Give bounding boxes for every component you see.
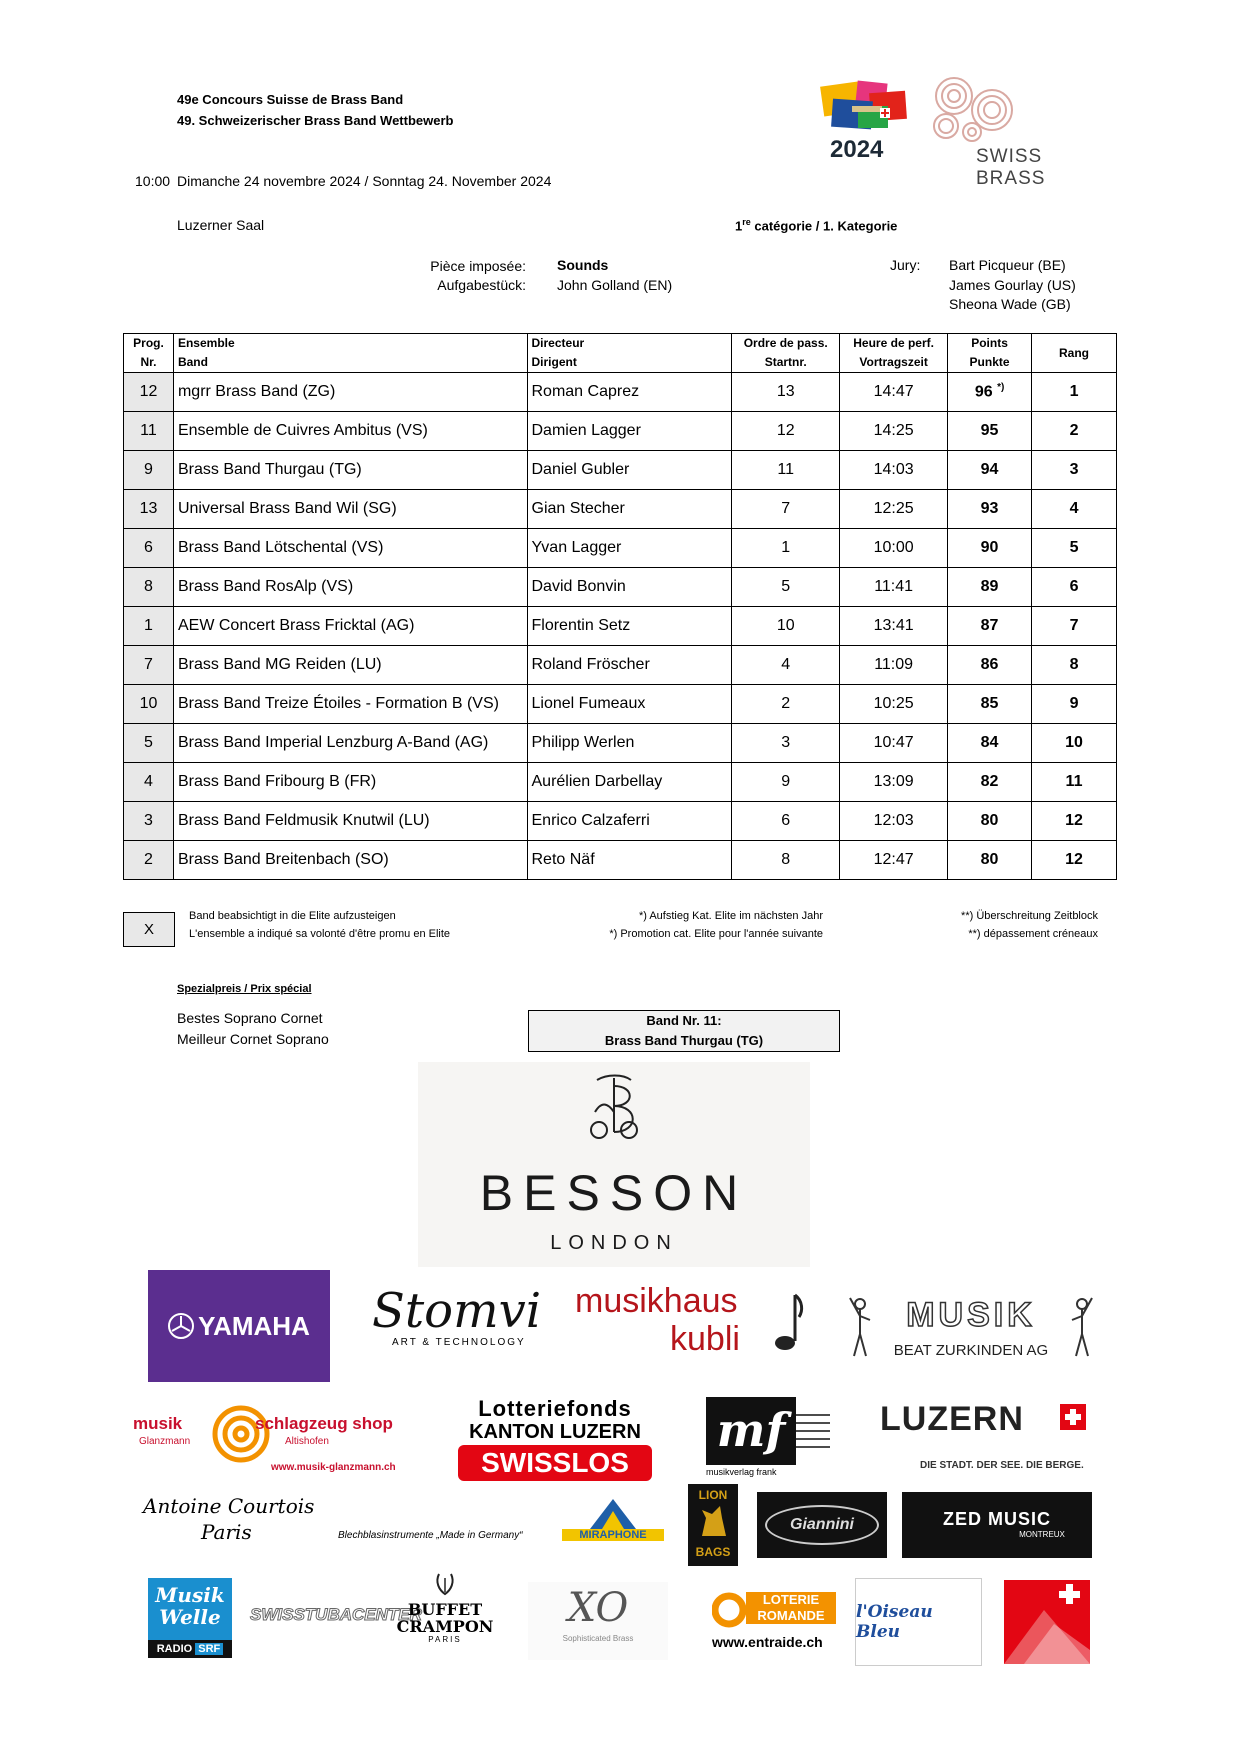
lotterie-line-2: KANTON LUZERN (469, 1421, 641, 1443)
cell-director: Reto Näf (527, 841, 732, 880)
cell-prog: 3 (124, 802, 174, 841)
cell-rank: 11 (1032, 763, 1117, 802)
cell-time: 11:09 (840, 646, 948, 685)
buffet-line-3: PARIS (428, 1635, 462, 1644)
orange-swirl-icon (201, 1402, 281, 1472)
special-award-winner (528, 1010, 840, 1052)
swisslos-wordmark: SWISSLOS (458, 1445, 652, 1481)
cell-rank: 1 (1032, 373, 1117, 412)
stomvi-logo (372, 1285, 542, 1365)
cell-band: Brass Band Imperial Lenzburg A-Band (AG) (173, 724, 527, 763)
results-table (123, 333, 1117, 880)
cell-order: 10 (732, 607, 840, 646)
legend-overtime-fr: **) dépassement créneaux (968, 928, 1098, 940)
cell-points: 84 (948, 724, 1032, 763)
musikwelle-logo (148, 1578, 232, 1658)
cell-order: 13 (732, 373, 840, 412)
header-line-de: 49. Schweizerischer Brass Band Wettbewerb (177, 113, 454, 128)
mf-wordmark: mf (706, 1397, 796, 1465)
swiss-brass-logo (920, 74, 1110, 189)
cell-band: Brass Band Fribourg B (FR) (173, 763, 527, 802)
piece-title: Sounds (557, 257, 609, 273)
kubli-line-1: musikhaus (575, 1282, 738, 1320)
cell-rank: 10 (1032, 724, 1117, 763)
cell-order: 2 (732, 685, 840, 724)
swiss-flag-logo (1004, 1580, 1090, 1664)
cell-prog: 4 (124, 763, 174, 802)
cell-prog: 11 (124, 412, 174, 451)
luzern-sub: DIE STADT. DER SEE. DIE BERGE. (920, 1460, 1084, 1471)
header-time: Heure de perf. Vortragszeit (840, 334, 948, 373)
musik-zurkinden-logo (846, 1290, 1096, 1365)
loterie-line-1: LOTERIE (762, 1592, 820, 1607)
cell-time: 10:00 (840, 529, 948, 568)
cell-order: 4 (732, 646, 840, 685)
lion-line-1: LION (698, 1488, 728, 1502)
glanzmann-name: Glanzmann (139, 1436, 191, 1447)
swiss-brass-label: SWISS BRASS (976, 146, 1046, 189)
buffet-line-2: CRAMPON (396, 1617, 494, 1636)
cell-points: 95 (948, 412, 1032, 451)
legend-elite-fr: L'ensemble a indiqué sa volonté d'être promu en Elite (189, 928, 451, 940)
cell-points: 96 *) (948, 373, 1032, 412)
kubli-line-2: kubli (670, 1320, 740, 1358)
stomvi-wordmark: Stomvi (372, 1283, 542, 1339)
venue: Luzerner Saal (177, 217, 265, 233)
table-row (124, 607, 1117, 646)
table-row (124, 451, 1117, 490)
cell-time: 12:47 (840, 841, 948, 880)
musik-sub: BEAT ZURKINDEN AG (893, 1342, 1049, 1359)
legend-elite-de: Band beabsichtigt in die Elite aufzusteigen (189, 910, 396, 922)
legend-promo-fr: *) Promotion cat. Elite pour l'année suivante (609, 928, 823, 940)
cell-prog: 6 (124, 529, 174, 568)
cell-points: 86 (948, 646, 1032, 685)
cell-director: David Bonvin (527, 568, 732, 607)
lotterie-line-1: Lotteriefonds (478, 1396, 632, 1421)
cell-band: AEW Concert Brass Fricktal (AG) (173, 607, 527, 646)
cell-time: 14:03 (840, 451, 948, 490)
cell-rank: 5 (1032, 529, 1117, 568)
jury-member: Bart Picqueur (BE) (949, 257, 1066, 273)
giannini-logo (757, 1492, 887, 1558)
entraide-url: www.entraide.ch (712, 1634, 823, 1650)
red-swiss-flag-icon (1004, 1580, 1090, 1664)
besson-monogram-icon (583, 1072, 645, 1144)
piece-composer: John Golland (EN) (557, 277, 673, 293)
swisslos-logo (455, 1397, 655, 1482)
cell-points: 80 (948, 802, 1032, 841)
cell-time: 12:03 (840, 802, 948, 841)
cell-prog: 10 (124, 685, 174, 724)
cell-director: Roman Caprez (527, 373, 732, 412)
xo-brass-logo (528, 1582, 668, 1660)
cell-rank: 6 (1032, 568, 1117, 607)
miraphone-wordmark: MIRAPHONE (562, 1529, 664, 1541)
legend-overtime-de: **) Überschreitung Zeitblock (961, 910, 1098, 922)
winner-line-2: Brass Band Thurgau (TG) (604, 1033, 764, 1048)
cell-points: 90 (948, 529, 1032, 568)
radio-label: RADIO (156, 1643, 193, 1655)
header-rank: Rang (1032, 334, 1117, 373)
table-row (124, 685, 1117, 724)
cell-order: 5 (732, 568, 840, 607)
special-award-de: Bestes Soprano Cornet (177, 1010, 323, 1026)
besson-sub: LONDON (550, 1232, 678, 1254)
miraphone-logo (562, 1497, 664, 1557)
xo-sub: Sophisticated Brass (562, 1634, 634, 1643)
cell-order: 7 (732, 490, 840, 529)
trumpeter-left-icon (846, 1290, 874, 1360)
cell-band: Brass Band Feldmusik Knutwil (LU) (173, 802, 527, 841)
trumpeter-right-icon (1068, 1290, 1096, 1360)
cell-prog: 9 (124, 451, 174, 490)
table-row (124, 802, 1117, 841)
cell-director: Lionel Fumeaux (527, 685, 732, 724)
yamaha-tuning-fork-icon (168, 1313, 194, 1339)
cell-time: 13:41 (840, 607, 948, 646)
buffet-line-1: BUFFET (407, 1600, 483, 1619)
year-label: 2024 (830, 136, 884, 163)
buffet-crampon-logo (390, 1572, 500, 1664)
swisstubacenter-logo: SWISSTUBACENTER (250, 1605, 422, 1624)
cell-band: Universal Brass Band Wil (SG) (173, 490, 527, 529)
piece-label-de: Aufgabestück: (437, 277, 526, 293)
table-row (124, 568, 1117, 607)
cell-prog: 2 (124, 841, 174, 880)
cell-director: Roland Fröscher (527, 646, 732, 685)
musikhaus-kubli-logo (575, 1283, 815, 1368)
table-row (124, 841, 1117, 880)
music-note-icon (765, 1291, 805, 1361)
cell-director: Gian Stecher (527, 490, 732, 529)
luzern-wordmark: LUZERN (880, 1400, 1024, 1438)
table-row (124, 763, 1117, 802)
table-row (124, 373, 1117, 412)
jury-label: Jury: (890, 257, 921, 273)
cell-time: 14:25 (840, 412, 948, 451)
lyre-icon (435, 1572, 455, 1596)
cell-order: 6 (732, 802, 840, 841)
cell-prog: 8 (124, 568, 174, 607)
header-band: Ensemble Band (173, 334, 527, 373)
cell-director: Enrico Calzaferri (527, 802, 732, 841)
cell-prog: 5 (124, 724, 174, 763)
courtois-city: Paris (201, 1520, 252, 1544)
cell-points: 85 (948, 685, 1032, 724)
zed-music-logo (902, 1492, 1092, 1558)
piece-label-fr: Pièce imposée: (430, 258, 526, 274)
cell-rank: 4 (1032, 490, 1117, 529)
cell-band: Brass Band Breitenbach (SO) (173, 841, 527, 880)
legend-promo-de: *) Aufstieg Kat. Elite im nächsten Jahr (638, 910, 823, 922)
special-prize-title: Spezialpreis / Prix spécial (177, 983, 312, 995)
cell-director: Aurélien Darbellay (527, 763, 732, 802)
start-time: 10:00 (135, 173, 171, 189)
yamaha-wordmark: YAMAHA (198, 1310, 310, 1341)
table-row (124, 724, 1117, 763)
cell-prog: 13 (124, 490, 174, 529)
cell-time: 11:41 (840, 568, 948, 607)
xo-wordmark: XO (567, 1585, 629, 1631)
jury-member: Sheona Wade (GB) (949, 296, 1071, 312)
besson-wordmark: BESSON (479, 1165, 749, 1221)
winner-line-1: Band Nr. 11: (646, 1013, 722, 1028)
besson-logo (418, 1062, 810, 1267)
cell-director: Damien Lagger (527, 412, 732, 451)
cell-order: 8 (732, 841, 840, 880)
oiseau-wordmark: l'Oiseau Bleu (856, 1602, 933, 1642)
yamaha-logo (148, 1270, 330, 1382)
cell-prog: 12 (124, 373, 174, 412)
promotion-note: *) (997, 382, 1005, 394)
musikwelle-line-2: Welle (159, 1605, 221, 1629)
cell-band: Ensemble de Cuivres Ambitus (VS) (173, 412, 527, 451)
cell-time: 13:09 (840, 763, 948, 802)
cell-time: 10:47 (840, 724, 948, 763)
cell-band: Brass Band MG Reiden (LU) (173, 646, 527, 685)
cell-order: 12 (732, 412, 840, 451)
cell-order: 1 (732, 529, 840, 568)
staff-lines-icon (796, 1411, 830, 1455)
loterie-romande-logo (712, 1592, 837, 1654)
header-line-fr: 49e Concours Suisse de Brass Band (177, 92, 404, 107)
cell-rank: 2 (1032, 412, 1117, 451)
mountain-icon (588, 1497, 638, 1531)
elite-marker-box: X (123, 912, 175, 947)
event-date: Dimanche 24 novembre 2024 / Sonntag 24. November 2024 (177, 173, 552, 189)
glanzmann-shop: schlagzeug shop (255, 1414, 393, 1433)
cell-points: 89 (948, 568, 1032, 607)
musikverlag-frank-logo (706, 1397, 830, 1481)
cell-rank: 12 (1032, 841, 1117, 880)
swiss-cross-icon (1060, 1404, 1086, 1430)
cell-band: Brass Band Lötschental (VS) (173, 529, 527, 568)
cell-order: 3 (732, 724, 840, 763)
jury-member: James Gourlay (US) (949, 277, 1076, 293)
table-row (124, 412, 1117, 451)
cell-rank: 3 (1032, 451, 1117, 490)
glanzmann-url: www.musik-glanzmann.ch (271, 1462, 396, 1473)
giannini-wordmark: Giannini (765, 1505, 879, 1545)
cell-band: Brass Band RosAlp (VS) (173, 568, 527, 607)
zed-wordmark: ZED MUSIC (943, 1509, 1051, 1529)
special-award-fr: Meilleur Cornet Soprano (177, 1031, 329, 1047)
stomvi-sub: ART & TECHNOLOGY (392, 1337, 526, 1348)
cell-points: 82 (948, 763, 1032, 802)
cell-time: 12:25 (840, 490, 948, 529)
mf-sub: musikverlag frank (706, 1467, 777, 1477)
cell-band: Brass Band Thurgau (TG) (173, 451, 527, 490)
cell-band: Brass Band Treize Étoiles - Formation B (VS) (173, 685, 527, 724)
cell-points: 80 (948, 841, 1032, 880)
cell-order: 11 (732, 451, 840, 490)
table-row (124, 490, 1117, 529)
lion-bags-logo (688, 1484, 738, 1566)
cell-time: 14:47 (840, 373, 948, 412)
luzern-tourism-logo (880, 1400, 1090, 1480)
loterie-line-2: ROMANDE (757, 1608, 825, 1623)
glanzmann-musik: musik (133, 1414, 183, 1433)
cell-prog: 7 (124, 646, 174, 685)
category-label: 1re catégorie / 1. Kategorie (735, 217, 898, 234)
musikwelle-line-1: Musik (155, 1583, 225, 1607)
cell-rank: 12 (1032, 802, 1117, 841)
lion-line-2: BAGS (695, 1545, 731, 1559)
cell-time: 10:25 (840, 685, 948, 724)
cell-rank: 9 (1032, 685, 1117, 724)
cell-director: Daniel Gubler (527, 451, 732, 490)
cell-band: mgrr Brass Band (ZG) (173, 373, 527, 412)
cell-rank: 7 (1032, 607, 1117, 646)
loterie-ring-icon (712, 1592, 746, 1628)
cell-points: 93 (948, 490, 1032, 529)
lion-icon (696, 1502, 730, 1540)
cell-director: Florentin Setz (527, 607, 732, 646)
srf-label: SRF (195, 1643, 223, 1655)
header-prog: Prog. Nr. (124, 334, 174, 373)
cell-points: 94 (948, 451, 1032, 490)
cell-points: 87 (948, 607, 1032, 646)
table-row (124, 529, 1117, 568)
cell-director: Philipp Werlen (527, 724, 732, 763)
header-director: Directeur Dirigent (527, 334, 732, 373)
header-order: Ordre de pass. Startnr. (732, 334, 840, 373)
oiseau-bleu-logo (855, 1578, 982, 1666)
table-row (124, 646, 1117, 685)
zed-sub: MONTREUX (1019, 1530, 1065, 1539)
miraphone-tagline: Blechblasinstrumente „Made in Germany“ (338, 1530, 523, 1541)
cell-prog: 1 (124, 607, 174, 646)
glanzmann-place: Altishofen (285, 1436, 329, 1447)
glanzmann-logo (133, 1400, 408, 1480)
table-header-row (124, 334, 1117, 373)
antoine-courtois-logo (143, 1492, 323, 1564)
musik-wordmark: MUSIK (906, 1296, 1036, 1334)
swiss-brass-rings-icon (920, 74, 1030, 146)
loterie-wordmark (746, 1592, 836, 1624)
concours-2024-logo (812, 78, 927, 168)
header-points: Points Punkte (948, 334, 1032, 373)
cell-order: 9 (732, 763, 840, 802)
cell-rank: 8 (1032, 646, 1117, 685)
cell-director: Yvan Lagger (527, 529, 732, 568)
courtois-name: Antoine Courtois (143, 1494, 315, 1518)
